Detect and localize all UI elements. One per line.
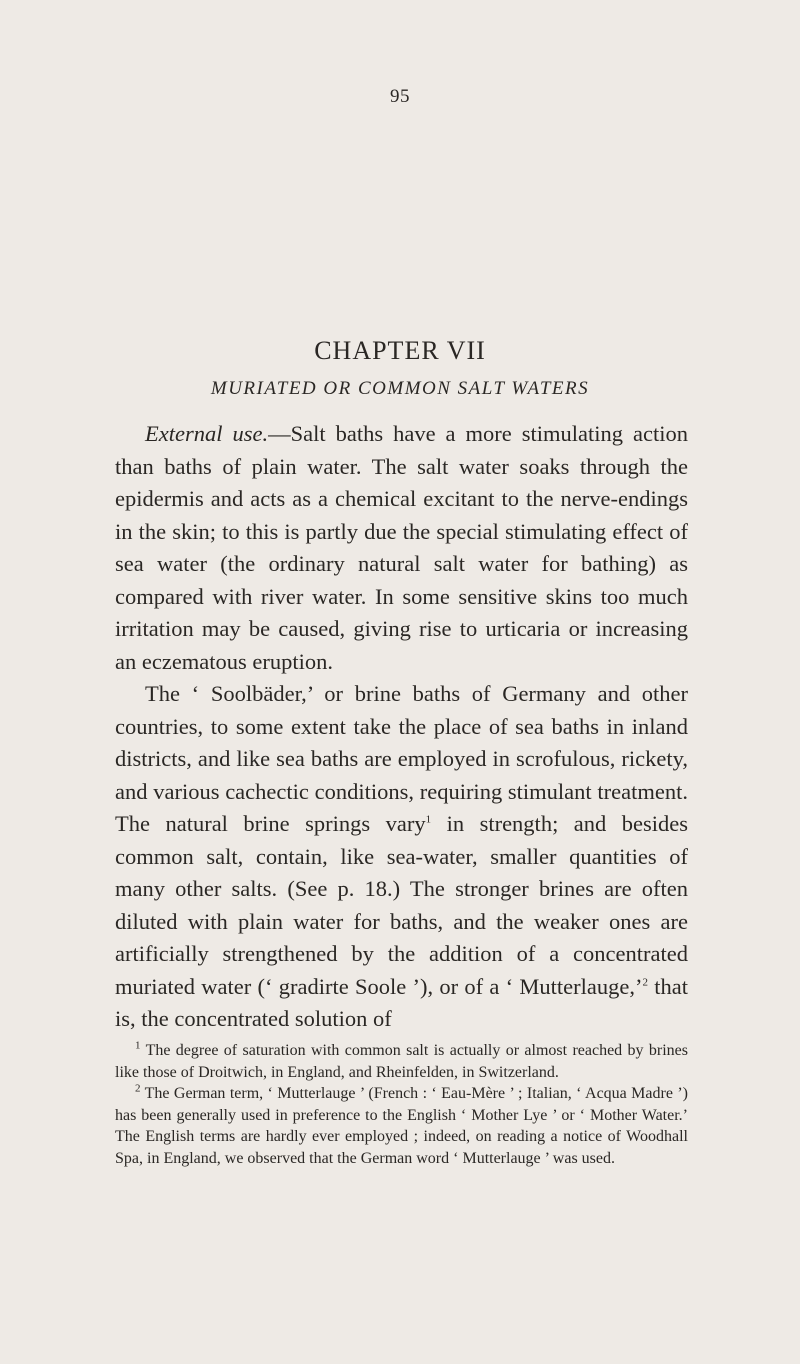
paragraph-text: The ‘ Soolbäder,’ or brine baths of Germany and other countries, to some extent take the place of sea baths in inland districts, and like sea baths are employed in scrofulous, rickety, and various cachectic conditions, requiring stimulant treatment. The natural brine springs vary bbox=[115, 681, 688, 836]
footnote-reference: 2 bbox=[642, 976, 648, 988]
footnote-text: The German term, ‘ Mutterlauge ’ (French : ‘ Eau-Mère ’ ; Italian, ‘ Acqua Madre ’) has been generally used in preference to the English ‘ Mother Lye ’ or ‘ Mother Water.’ The English terms are hardly ever employed ; indeed, on reading a notice of Woodhall Spa, in England, we observed that the German word ‘ Mutterlauge ’ was used. bbox=[115, 1085, 688, 1167]
body-text bbox=[115, 418, 688, 1036]
paragraph-external-use bbox=[115, 418, 688, 678]
footnote-text: The degree of saturation with common salt is actually or almost reached by brines like those of Droitwich, in England, and Rheinfelden, in Switzerland. bbox=[115, 1042, 688, 1081]
footnote-marker: 1 bbox=[135, 1039, 141, 1052]
chapter-heading: CHAPTER VII bbox=[314, 336, 486, 365]
paragraph-soolbader bbox=[115, 678, 688, 1036]
footnote-marker: 2 bbox=[135, 1082, 141, 1095]
footnote bbox=[115, 1040, 688, 1083]
footnote bbox=[115, 1083, 688, 1169]
paragraph-text: that is, the concentrated solution of bbox=[115, 973, 688, 1031]
footnote-reference: 1 bbox=[425, 813, 432, 826]
footnotes bbox=[115, 1040, 688, 1169]
paragraph-text: in strength; and besides common salt, contain, like sea-water, smaller quantities of many other salts. (See p. 18.) The stronger brines are often diluted with plain water for baths, and the weaker ones are artificially strengthened by the addition of a concentrated muriated water (‘ gradirte Soole ’), or of a ‘ Mutterlauge,’ bbox=[115, 811, 689, 999]
section-lead: External use. bbox=[145, 421, 269, 446]
chapter-subtitle: MURIATED OR COMMON SALT WATERS bbox=[210, 378, 590, 399]
page-number: 95 bbox=[390, 86, 410, 107]
paragraph-text: —Salt baths have a more stimulating action than baths of plain water. The salt water soaks through the epidermis and acts as a chemical excitant to the nerve-endings in the skin; to this is partly due the special stimulating effect of sea water (the ordinary natural salt water for bathing) as compared with river water. In some sensitive skins too much irritation may be caused, giving rise to urticaria or increasing an eczematous eruption. bbox=[115, 421, 688, 674]
